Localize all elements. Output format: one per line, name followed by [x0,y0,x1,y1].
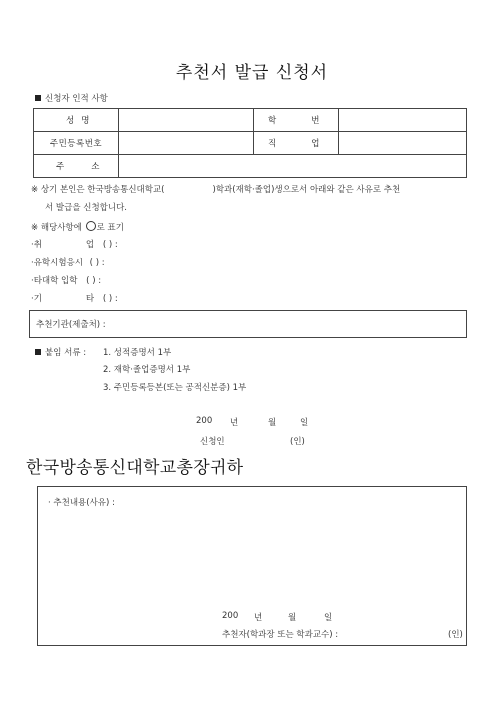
section-applicant-heading [35,92,108,104]
student-no-value-cell[interactable] [339,109,467,132]
applicant-seal: (인) [290,437,305,447]
name-value-cell[interactable] [119,109,254,132]
application-date-year: 200 [196,416,213,426]
job-label-cell: 직 업 [254,132,339,155]
notice-line-2: 서 발급을 신청합니다. [45,203,128,213]
recommend-content-label: · 추천내용(사유) : [48,498,115,508]
option-other: ·기 타 ( ) : [31,294,118,304]
application-date-month-unit: 월 [268,418,277,428]
circle-mark-icon [86,221,96,231]
recommend-date-month-unit: 월 [288,613,297,623]
student-no-label-cell: 학 번 [254,109,339,132]
recommend-date-day-unit: 일 [324,613,333,623]
recipient-line: 한국방송통신대학교총장귀하 [26,458,244,478]
address-value-cell[interactable] [119,155,467,178]
recommend-org-label: 추천기관(제출처) : [36,320,106,330]
name-label-cell: 성 명 [34,109,119,132]
recommend-date-year: 200 [222,611,239,621]
recommend-org-box[interactable] [29,310,467,338]
applicant-sign-label: 신청인 [200,437,225,447]
applicant-info-table [33,108,467,178]
recommender-seal: (인) [448,630,463,640]
square-bullet-icon [35,95,41,101]
resident-no-label-cell: 주민등록번호 [34,132,119,155]
page-title: 추천서 발급 신청서 [175,63,329,83]
attachment-item: 3. 주민등록등본(또는 공적신분증) 1부 [103,383,247,393]
attachment-item: 2. 재학·졸업증명서 1부 [103,365,191,375]
resident-no-value-cell[interactable] [119,132,254,155]
square-bullet-icon [35,349,41,355]
recommend-date-year-unit: 년 [254,613,263,623]
recommendation-box[interactable] [37,486,467,646]
section-applicant-label: 신청자 인적 사항 [45,94,108,104]
option-study-abroad: ·유학시험응시 ( ) : [31,258,105,268]
attachments-label: 붙임 서류 : [35,346,86,358]
recommender-label: 추천자(학과장 또는 학과교수) : [222,630,339,640]
notice-line-3: ※ 해당사항에 로 표기 [31,223,124,233]
application-date-year-unit: 년 [230,418,239,428]
option-employment: ·취 업 ( ) : [31,240,118,250]
application-date-day-unit: 일 [300,418,309,428]
job-value-cell[interactable] [339,132,467,155]
address-label-cell: 주 소 [34,155,119,178]
option-other-university: ·타대학 입학 ( ) : [31,276,102,286]
attachment-item: 1. 성적증명서 1부 [103,348,172,358]
notice-line-1: ※ 상기 본인은 한국방송통신대학교( )학과(재학·졸업)생으로서 아래와 같은 사유로 추천 [31,185,401,195]
